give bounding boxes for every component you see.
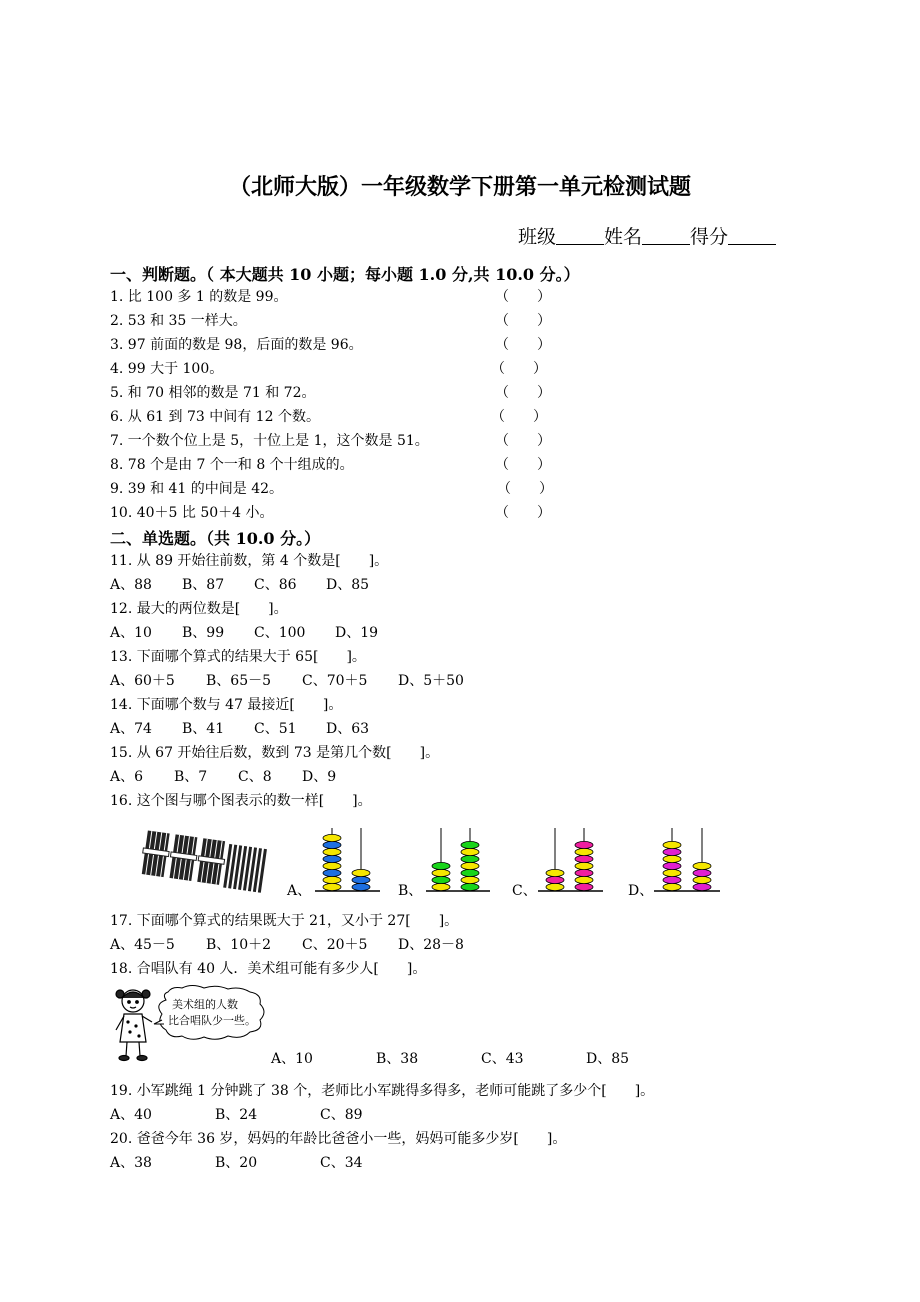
question-11: 11. 从 89 开始往前数，第 4 个数是[ ]。 xyxy=(110,553,389,569)
answer-paren-5[interactable]: （ ） xyxy=(495,385,551,401)
option[interactable]: A、38 xyxy=(110,1155,152,1171)
option[interactable]: B、7 xyxy=(174,769,208,785)
judge-item-8: 8. 78 个是由 7 个一和 8 个十组成的。 xyxy=(110,457,354,473)
option[interactable]: C、86 xyxy=(254,577,297,593)
question-14: 14. 下面哪个数与 47 最接近[ ]。 xyxy=(110,697,343,713)
answer-paren-3[interactable]: （ ） xyxy=(495,337,551,353)
speech-bubble xyxy=(154,986,264,1040)
option[interactable]: D、85 xyxy=(586,1051,630,1067)
question-12: 12. 最大的两位数是[ ]。 xyxy=(110,601,288,617)
section1-heading: 一、判断题。（ 本大题共 10 小题；每小题 1.0 分,共 10.0 分。） xyxy=(110,265,580,284)
question-18: 18. 合唱队有 40 人．美术组可能有多少人[ ]。 xyxy=(110,961,427,977)
judge-item-9: 9. 39 和 41 的中间是 42。 xyxy=(110,481,284,497)
option[interactable]: D、28－8 xyxy=(398,937,464,953)
abacus-c xyxy=(538,828,603,891)
abacus-b xyxy=(426,828,490,891)
question-20: 20. 爸爸今年 36 岁，妈妈的年龄比爸爸小一些，妈妈可能多少岁[ ]。 xyxy=(110,1131,567,1147)
option[interactable]: C、89 xyxy=(320,1107,363,1123)
bubble-line-2: 比合唱队少一些。 xyxy=(168,1014,256,1027)
options-17 xyxy=(110,934,464,954)
option[interactable]: C、51 xyxy=(254,721,297,737)
judge-item-3: 3. 97 前面的数是 98，后面的数是 96。 xyxy=(110,337,363,353)
judge-item-6: 6. 从 61 到 73 中间有 12 个数。 xyxy=(110,409,320,425)
option[interactable]: B、20 xyxy=(215,1155,258,1171)
option[interactable]: B、38 xyxy=(376,1051,419,1067)
loose-sticks xyxy=(225,844,266,892)
q16-option-c[interactable]: C、 xyxy=(512,883,537,899)
question-16: 16. 这个图与哪个图表示的数一样[ ]。 xyxy=(110,793,372,809)
q18-illustration xyxy=(110,984,280,1066)
option[interactable]: D、85 xyxy=(326,577,370,593)
option[interactable]: A、45－5 xyxy=(110,937,175,953)
bubble-line-1: 美术组的人数 xyxy=(172,998,238,1011)
name-label: 姓名 xyxy=(604,226,643,248)
option[interactable]: A、10 xyxy=(271,1051,313,1067)
judge-item-4: 4. 99 大于 100。 xyxy=(110,361,224,377)
option[interactable]: A、6 xyxy=(110,769,144,785)
section2-heading: 二、单选题。（共 10.0 分。） xyxy=(110,529,321,548)
option[interactable]: C、8 xyxy=(238,769,272,785)
girl-icon xyxy=(116,990,152,1061)
option[interactable]: C、100 xyxy=(254,625,306,641)
judge-item-7: 7. 一个数个位上是 5，十位上是 1，这个数是 51。 xyxy=(110,433,429,449)
option[interactable]: A、74 xyxy=(110,721,152,737)
judge-item-2: 2. 53 和 35 一样大。 xyxy=(110,313,247,329)
option[interactable]: B、41 xyxy=(182,721,225,737)
q16-figures xyxy=(130,822,750,900)
page-title: （北师大版）一年级数学下册第一单元检测试题 xyxy=(228,174,691,200)
option[interactable]: C、34 xyxy=(320,1155,363,1171)
options-12 xyxy=(110,622,378,642)
stick-bundles-image xyxy=(140,830,266,892)
option[interactable]: D、19 xyxy=(335,625,379,641)
class-blank[interactable] xyxy=(556,226,604,245)
answer-paren-1[interactable]: （ ） xyxy=(495,289,551,305)
stick-bundle xyxy=(140,830,172,877)
option[interactable]: B、10＋2 xyxy=(206,937,272,953)
options-18 xyxy=(271,1048,629,1068)
question-13: 13. 下面哪个算式的结果大于 65[ ]。 xyxy=(110,649,366,665)
answer-paren-6[interactable]: （ ） xyxy=(491,409,547,425)
option[interactable]: C、20＋5 xyxy=(302,937,368,953)
option[interactable]: D、5＋50 xyxy=(398,673,464,689)
answer-paren-7[interactable]: （ ） xyxy=(495,433,551,449)
option[interactable]: A、10 xyxy=(110,625,152,641)
stick-bundle xyxy=(168,834,200,881)
answer-paren-2[interactable]: （ ） xyxy=(495,313,551,329)
options-19 xyxy=(110,1104,363,1124)
options-11 xyxy=(110,574,369,594)
judge-item-5: 5. 和 70 相邻的数是 71 和 72。 xyxy=(110,385,316,401)
q16-option-d[interactable]: D、 xyxy=(628,883,654,899)
stick-bundle xyxy=(195,838,227,885)
score-label: 得分 xyxy=(690,226,729,248)
judge-item-10: 10. 40＋5 比 50＋4 小。 xyxy=(110,505,274,521)
question-15: 15. 从 67 开始往后数，数到 73 是第几个数[ ]。 xyxy=(110,745,440,761)
option[interactable]: C、70＋5 xyxy=(302,673,368,689)
abacus-beads xyxy=(546,841,593,890)
option[interactable]: D、63 xyxy=(326,721,370,737)
options-13 xyxy=(110,670,464,690)
option[interactable]: A、40 xyxy=(110,1107,152,1123)
student-info xyxy=(518,222,776,249)
option[interactable]: D、9 xyxy=(302,769,337,785)
abacus-beads xyxy=(432,841,479,890)
abacus-a xyxy=(315,828,380,891)
question-19: 19. 小军跳绳 1 分钟跳了 38 个，老师比小军跳得多得多，老师可能跳了多少个[ ]。 xyxy=(110,1083,655,1099)
abacus-beads xyxy=(323,834,370,890)
question-17: 17. 下面哪个算式的结果既大于 21，又小于 27[ ]。 xyxy=(110,913,459,929)
q16-option-a[interactable]: A、 xyxy=(287,883,312,899)
answer-paren-8[interactable]: （ ） xyxy=(495,457,551,473)
name-blank[interactable] xyxy=(642,226,690,245)
options-20 xyxy=(110,1152,363,1172)
option[interactable]: B、24 xyxy=(215,1107,258,1123)
answer-paren-4[interactable]: （ ） xyxy=(491,361,547,377)
class-label: 班级 xyxy=(518,226,557,248)
answer-paren-10[interactable]: （ ） xyxy=(495,505,551,521)
score-blank[interactable] xyxy=(728,226,776,245)
q16-option-b[interactable]: B、 xyxy=(398,883,423,899)
judge-item-1: 1. 比 100 多 1 的数是 99。 xyxy=(110,289,288,305)
option[interactable]: A、60＋5 xyxy=(110,673,175,689)
answer-paren-9[interactable]: （ ） xyxy=(497,481,553,497)
option[interactable]: A、88 xyxy=(110,577,152,593)
option[interactable]: C、43 xyxy=(481,1051,524,1067)
options-15 xyxy=(110,766,336,786)
option[interactable]: B、65－5 xyxy=(206,673,272,689)
option[interactable]: B、87 xyxy=(182,577,225,593)
abacus-beads xyxy=(663,841,711,890)
option[interactable]: B、99 xyxy=(182,625,225,641)
options-14 xyxy=(110,718,369,738)
abacus-d xyxy=(654,828,720,891)
